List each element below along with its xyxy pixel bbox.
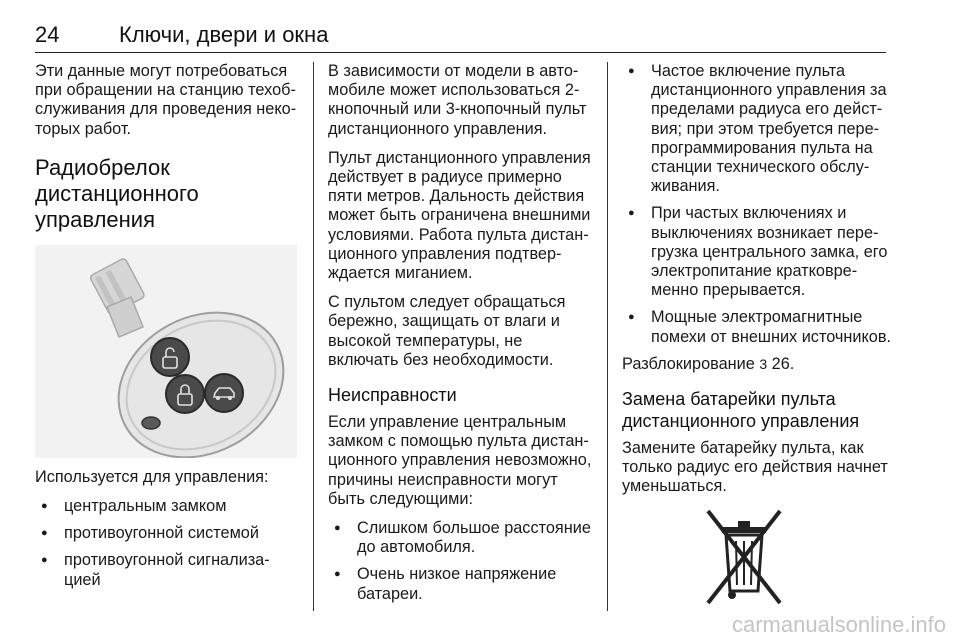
paragraph: Если управление центральным замком с помощью пульта дистанционного управления невозможно, причины неисправности могут быть следующими: — [328, 413, 592, 508]
cross-reference — [622, 355, 892, 374]
arrow-icon: 3 — [759, 355, 768, 372]
chapter-title: Ключи, двери и окна — [119, 22, 329, 47]
paragraph: Замените батарейку пульта, как только радиус его действия начнет уменьшаться. — [622, 439, 888, 496]
list-item: ● противоугонной сигнализацией — [35, 551, 300, 589]
car-key-fob-icon — [35, 245, 297, 458]
page-header — [35, 18, 886, 53]
list-item: ● центральным замком — [35, 497, 300, 516]
usage-text: Используется для управления: — [35, 467, 269, 486]
column-1 — [35, 62, 300, 598]
list-item: ● Частое включение пульта дистанционного управления за пределами радиуса его действия; при этом требуется перепрограммирования пульта на станции технического обслуживания. — [622, 62, 892, 196]
crossed-out-wheelie-bin-icon — [704, 507, 784, 607]
list-item: ● противоугонной системой — [35, 524, 300, 543]
ref-page: 26. — [771, 354, 795, 373]
column-divider — [607, 62, 608, 611]
watermark: carmanualsonline.info — [731, 612, 946, 637]
list-item: ● Мощные электромагнитные помехи от внешних источников. — [622, 308, 892, 346]
section-heading-faults: Неисправности — [328, 385, 457, 406]
column-2 — [328, 62, 596, 612]
list-item: ● Очень низкое напряжение батареи. — [328, 565, 596, 603]
column-divider — [313, 62, 314, 611]
paragraph: В зависимости от модели в автомобиле может использоваться 2-кнопочный или 3-кнопочный пульт дистанционного управления. — [328, 62, 587, 138]
list-item: ● При частых включениях и выключениях возникает перегрузка центрального замка, его электропитание кратковременно прерывается. — [622, 204, 892, 300]
section-heading-remote: Радиобрелок дистанционного управления — [35, 154, 199, 232]
ref-text: Разблокирование — [622, 354, 755, 373]
paragraph: Пульт дистанционного управления действует в радиусе примерно пяти метров. Дальность действия может быть ограничена внешними условиями. Работа пульта дистанционного управления подтверждается миганием. — [328, 148, 591, 283]
section-heading-battery: Замена батарейки пульта дистанционного управления — [622, 389, 860, 432]
usage-list — [35, 497, 300, 590]
intro-paragraph: Эти данные могут потребоваться при обращении на станцию техобслуживания для проведения некоторых работ. — [35, 62, 297, 138]
causes-list — [328, 519, 596, 604]
column-3 — [622, 62, 892, 607]
list-item: ● Слишком большое расстояние до автомобиля. — [328, 519, 596, 557]
paragraph: С пультом следует обращаться бережно, защищать от влаги и высокой температуры, не включать без необходимости. — [328, 293, 566, 369]
page-number: 24 — [35, 22, 60, 47]
causes-list-continued — [622, 62, 892, 347]
